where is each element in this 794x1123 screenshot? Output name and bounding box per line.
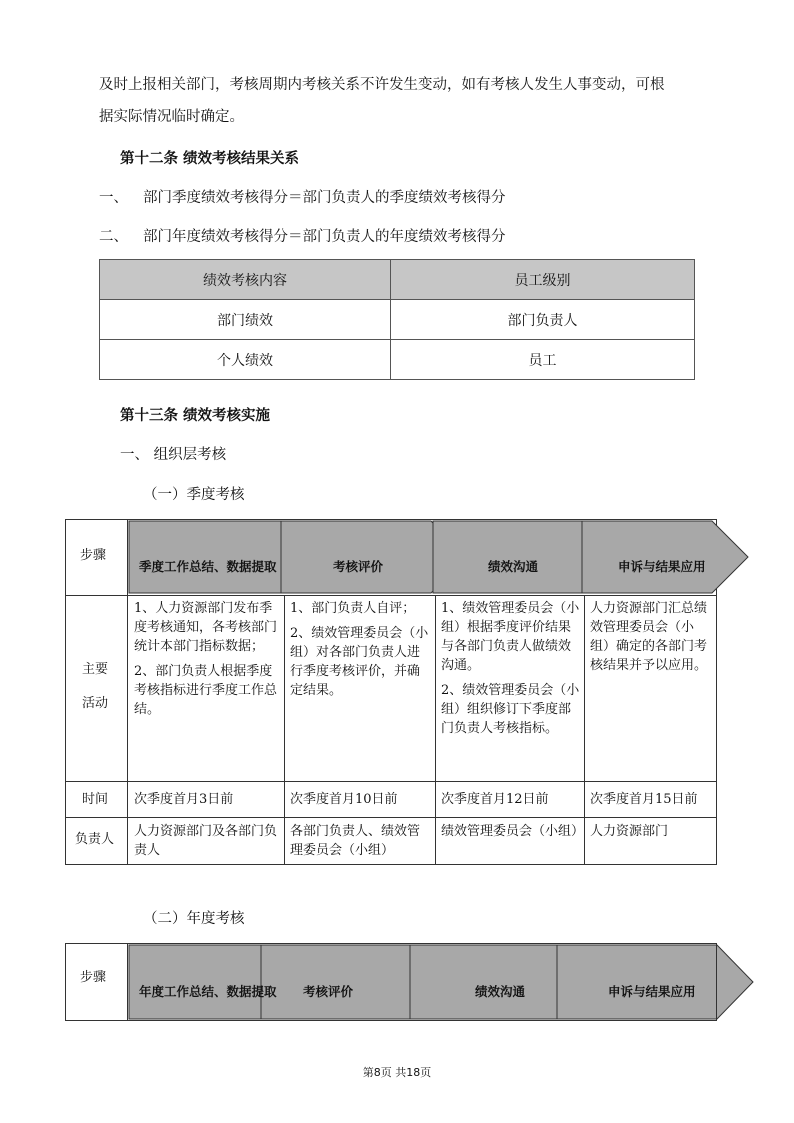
q-owner: 人力资源部门及各部门负责人 bbox=[134, 824, 278, 858]
section-annual: （二）年度考核 bbox=[143, 911, 245, 927]
q-owner: 人力资源部门 bbox=[590, 824, 669, 839]
a-label-steps: 步骤 bbox=[80, 970, 107, 985]
q-label-owner: 负责人 bbox=[75, 832, 115, 847]
section-org-level: 一、 组织层考核 bbox=[120, 447, 227, 463]
relation-cell: 部门绩效 bbox=[100, 300, 391, 340]
relation-header-content: 绩效考核内容 bbox=[100, 260, 391, 300]
q-step-2: 考核评价 bbox=[333, 559, 384, 574]
q-label-time: 时间 bbox=[82, 792, 109, 807]
q-step-4: 申诉与结果应用 bbox=[618, 559, 706, 574]
q-time: 次季度首月10日前 bbox=[290, 792, 398, 807]
q-activity: 2、绩效管理委员会（小组）对各部门负责人进行季度考核评价，并确定结果。 bbox=[290, 626, 429, 698]
section-quarterly: （一）季度考核 bbox=[143, 487, 245, 503]
relation-header-level: 员工级别 bbox=[391, 260, 695, 300]
q-activity-col-3 bbox=[441, 599, 581, 738]
a-step-2: 考核评价 bbox=[303, 984, 354, 999]
q-activity: 1、人力资源部门发布季度考核通知，各考核部门统计本部门指标数据； bbox=[134, 601, 278, 654]
article-12-title: 第十二条 绩效考核结果关系 bbox=[120, 150, 300, 167]
page-footer: 第8页 共18页 bbox=[362, 1066, 432, 1079]
article-12-item-2-num: 二、 bbox=[99, 229, 128, 245]
article-12-item-2-text: 部门年度绩效考核得分＝部门负责人的年度绩效考核得分 bbox=[143, 229, 506, 245]
q-activity: 人力资源部门汇总绩效管理委员会（小组）确定的各部门考核结果并予以应用。 bbox=[590, 601, 708, 673]
a-step-4: 申诉与结果应用 bbox=[608, 984, 696, 999]
q-activity: 2、绩效管理委员会（小组）组织修订下季度部门负责人考核指标。 bbox=[441, 683, 580, 736]
q-activity-col-4 bbox=[590, 599, 712, 675]
q-chevron-4 bbox=[582, 521, 748, 593]
article-13-title: 第十三条 绩效考核实施 bbox=[120, 407, 271, 424]
q-activity: 1、部门负责人自评； bbox=[290, 601, 416, 616]
q-time: 次季度首月3日前 bbox=[134, 792, 234, 807]
q-step-3: 绩效沟通 bbox=[488, 559, 539, 574]
a-divider bbox=[127, 943, 128, 1021]
q-activity-col-2 bbox=[290, 599, 432, 700]
article-12-item-1-num: 一、 bbox=[99, 190, 128, 206]
q-owner: 绩效管理委员会（小组） bbox=[441, 824, 585, 839]
q-activity-col-1 bbox=[134, 599, 280, 719]
article-12-item-1-text: 部门季度绩效考核得分＝部门负责人的季度绩效考核得分 bbox=[143, 190, 506, 206]
intro-line-1: 及时上报相关部门，考核周期内考核关系不许发生变动，如有考核人发生人事变动，可根 bbox=[99, 77, 665, 93]
q-step-1: 季度工作总结、数据提取 bbox=[139, 559, 277, 574]
q-owner: 各部门负责人、绩效管理委员会（小组） bbox=[290, 824, 421, 858]
relation-cell: 员工 bbox=[391, 340, 695, 380]
relation-cell: 个人绩效 bbox=[100, 340, 391, 380]
a-step-3: 绩效沟通 bbox=[475, 984, 526, 999]
q-time: 次季度首月15日前 bbox=[590, 792, 698, 807]
relation-cell: 部门负责人 bbox=[391, 300, 695, 340]
intro-line-2: 据实际情况临时确定。 bbox=[99, 109, 244, 125]
q-label-activities-1: 主要 bbox=[82, 662, 109, 677]
q-time: 次季度首月12日前 bbox=[441, 792, 549, 807]
q-label-steps: 步骤 bbox=[80, 548, 107, 563]
q-activity: 1、绩效管理委员会（小组）根据季度评价结果与各部门负责人做绩效沟通。 bbox=[441, 601, 580, 673]
q-label-activities-2: 活动 bbox=[82, 696, 109, 711]
q-activity: 2、部门负责人根据季度考核指标进行季度工作总结。 bbox=[134, 664, 278, 717]
a-step-1: 年度工作总结、数据提取 bbox=[139, 984, 277, 999]
annual-table bbox=[65, 943, 717, 1021]
